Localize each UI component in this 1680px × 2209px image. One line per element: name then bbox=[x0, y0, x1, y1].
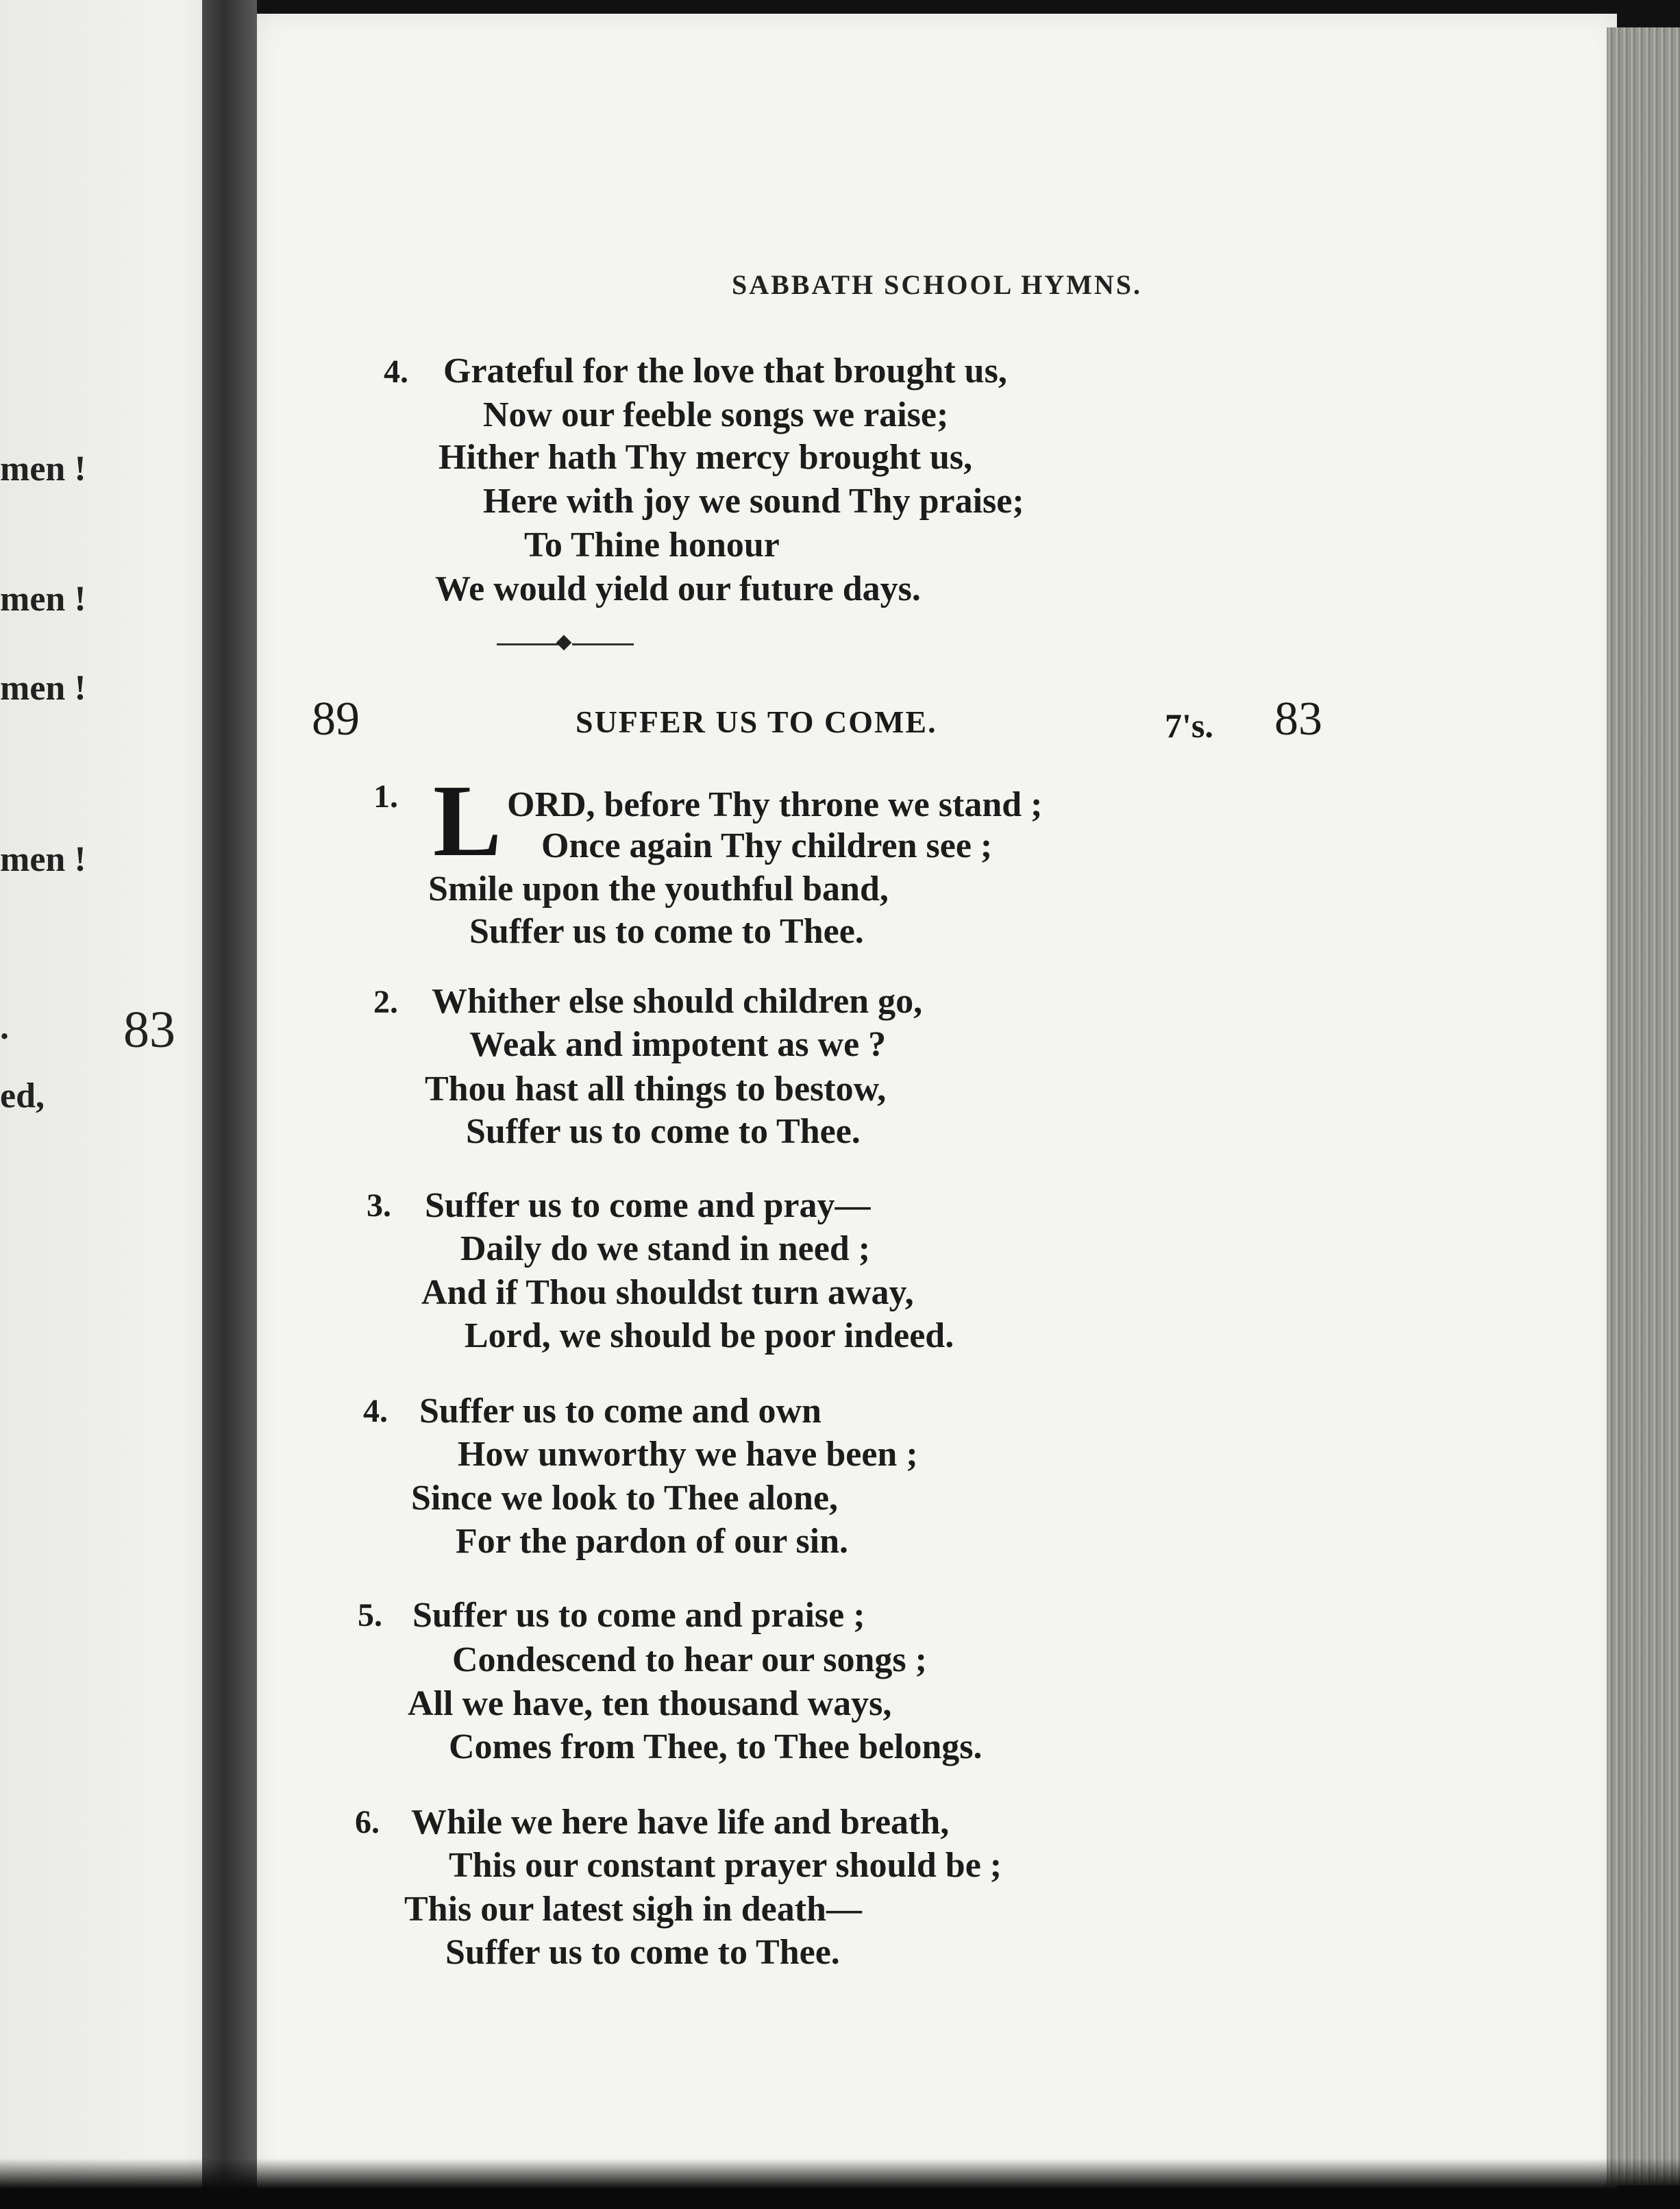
verse-number: 2. bbox=[373, 984, 398, 1020]
left-page-hymn-number: 83 bbox=[123, 1001, 175, 1059]
verse-number: 3. bbox=[367, 1187, 391, 1224]
verse-line: This our latest sigh in death— bbox=[404, 1890, 862, 1929]
book-gutter bbox=[202, 0, 257, 2209]
verse-number: 6. bbox=[355, 1804, 380, 1840]
hymn-number: 89 bbox=[312, 693, 360, 745]
verse-line: All we have, ten thousand ways, bbox=[408, 1684, 892, 1723]
left-page-fragment: ed, bbox=[0, 1076, 45, 1115]
scan-bottom-shadow bbox=[0, 2158, 1680, 2209]
verse-number: 4. bbox=[363, 1393, 388, 1429]
left-page-fragment: men ! bbox=[0, 840, 86, 879]
verse-line: How unworthy we have been ; bbox=[458, 1435, 918, 1474]
verse-line: Now our feeble songs we raise; bbox=[483, 395, 949, 434]
verse-number: 5. bbox=[358, 1597, 382, 1633]
verse-line: Comes from Thee, to Thee belongs. bbox=[449, 1727, 983, 1766]
verse-number: 1. bbox=[373, 778, 398, 815]
drop-cap: L bbox=[433, 764, 502, 878]
verse-line: Hither hath Thy mercy brought us, bbox=[438, 438, 973, 477]
verse-line: Here with joy we sound Thy praise; bbox=[483, 482, 1024, 521]
left-page-fragment: men ! bbox=[0, 449, 86, 489]
page-edges bbox=[1607, 27, 1680, 2186]
verse-line: Suffer us to come and pray— bbox=[425, 1186, 871, 1225]
verse-line: Grateful for the love that brought us, bbox=[443, 351, 1007, 391]
verse-line: Lord, we should be poor indeed. bbox=[465, 1316, 954, 1355]
left-page-fragment: . bbox=[0, 1008, 9, 1047]
left-page-fragment: men ! bbox=[0, 669, 86, 708]
verse-line: While we here have life and breath, bbox=[411, 1803, 950, 1842]
verse-line: Smile upon the youthful band, bbox=[428, 869, 889, 909]
running-head: SABBATH SCHOOL HYMNS. bbox=[731, 269, 1143, 300]
verse-line: Weak and impotent as we ? bbox=[469, 1025, 887, 1064]
verse-line: And if Thou shouldst turn away, bbox=[421, 1273, 914, 1312]
verse-line: Suffer us to come to Thee. bbox=[445, 1933, 840, 1972]
verse-line: Condescend to hear our songs ; bbox=[452, 1640, 927, 1679]
verse-line: Suffer us to come to Thee. bbox=[469, 912, 864, 951]
hymn-title: SUFFER US TO COME. bbox=[576, 704, 937, 739]
verse-line: Since we look to Thee alone, bbox=[411, 1479, 839, 1518]
verse-line: For the pardon of our sin. bbox=[456, 1522, 849, 1561]
verse-line: Thou hast all things to bestow, bbox=[425, 1070, 887, 1109]
verse-line: Suffer us to come to Thee. bbox=[466, 1112, 861, 1151]
hymn-divider-ornament bbox=[497, 637, 634, 651]
verse-line: Whither else should children go, bbox=[432, 982, 923, 1021]
verse-number: 4. bbox=[384, 354, 408, 390]
left-page-fragment: men ! bbox=[0, 580, 86, 619]
hymn-meter: 7's. bbox=[1165, 706, 1213, 745]
verse-line: ORD, before Thy throne we stand ; bbox=[507, 785, 1043, 824]
verse-line: Suffer us to come and praise ; bbox=[412, 1596, 865, 1635]
verse-line: To Thine honour bbox=[524, 526, 780, 565]
verse-line: This our constant prayer should be ; bbox=[449, 1846, 1002, 1885]
verse-line: Daily do we stand in need ; bbox=[460, 1229, 871, 1268]
verse-line: Once again Thy children see ; bbox=[541, 826, 993, 865]
verse-line: We would yield our future days. bbox=[435, 569, 921, 608]
verse-line: Suffer us to come and own bbox=[419, 1392, 822, 1431]
page-number: 83 bbox=[1274, 693, 1322, 745]
